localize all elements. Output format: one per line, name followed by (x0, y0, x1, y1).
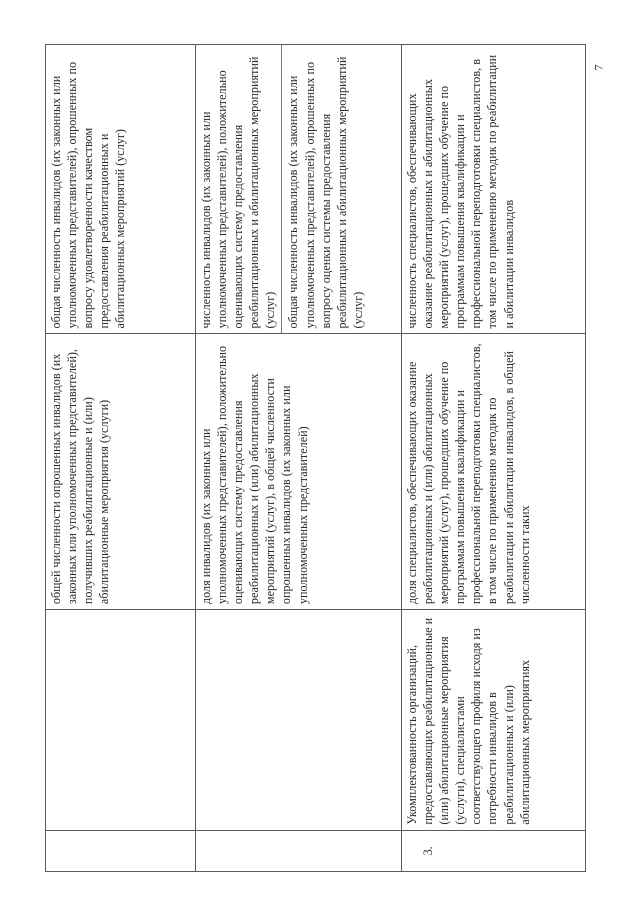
value-text: общая численность инвалидов (их законных или уполномоченных представителей), опрошенных по вопросу оценки системы предоставления реабилитационных и абилитационных мероприятий (услуг) (286, 56, 365, 328)
table-row (46, 44, 196, 871)
row-number (196, 830, 402, 871)
formula-cell: доля инвалидов (их законных или уполномоченных представителей), положительно оценивающих систему предоставления реабилитационных и (или) абилитационных мероприятий (услуг), в общей численности опрошенных инвалидов (их законных или уполномоченных представителей) (196, 333, 402, 609)
value-cell (46, 44, 196, 333)
value-text: численность инвалидов (их законных или уполномоченных представителей), положительно оценивающих систему предоставления реабилитационных и абилитационных мероприятий (услуг) (199, 56, 278, 328)
formula-cell: общей численности опрошенных инвалидов (их законных или уполномоченных представителей), получивших реабилитационные и (или) абилитационные мероприятия (услуги) (46, 333, 196, 609)
value-text: численность специалистов, обеспечивающих оказание реабилитационных и абилитационных мероприятий (услуг), прошедших обучение по программам повышения квалификации и профессиональной переподготовки специалистов, в том числе по применению методик по реабилитации и абилитации инвалидов (405, 54, 516, 328)
table-row (402, 44, 586, 871)
row-number (46, 830, 196, 871)
indicator-cell (196, 609, 402, 830)
indicator-cell (46, 609, 196, 830)
value-text: общая численность инвалидов (их законных или уполномоченных представителей), опрошенных по вопросу удовлетворенности качеством предоставления реабилитационных и абилитационных мероприятий (услуг) (49, 61, 128, 328)
value-cell (402, 44, 586, 333)
value-cell (196, 44, 402, 333)
value-subcell (281, 45, 365, 333)
page-number: 7 (591, 64, 606, 71)
indicator-cell: Укомплектованность организаций, предоставляющих реабилитационные и (или) абилитационные мероприятия (услуги), специалистами соответствующего профиля исходя из потребности инвалидов в реабилитационных и (или) абилитационных мероприятиях (402, 609, 586, 830)
formula-cell: доля специалистов, обеспечивающих оказание реабилитационных и (или) абилитационных мероприятий (услуг), прошедших обучение по программам повышения квалификации и профессиональной переподготовки специалистов, в том числе по применению методик по реабилитации и абилитации инвалидов, в общей численности таких (402, 333, 586, 609)
row-number: 3. (402, 830, 586, 871)
rotated-table-container (45, 44, 585, 872)
indicators-table (45, 44, 586, 872)
table-row (196, 44, 402, 871)
